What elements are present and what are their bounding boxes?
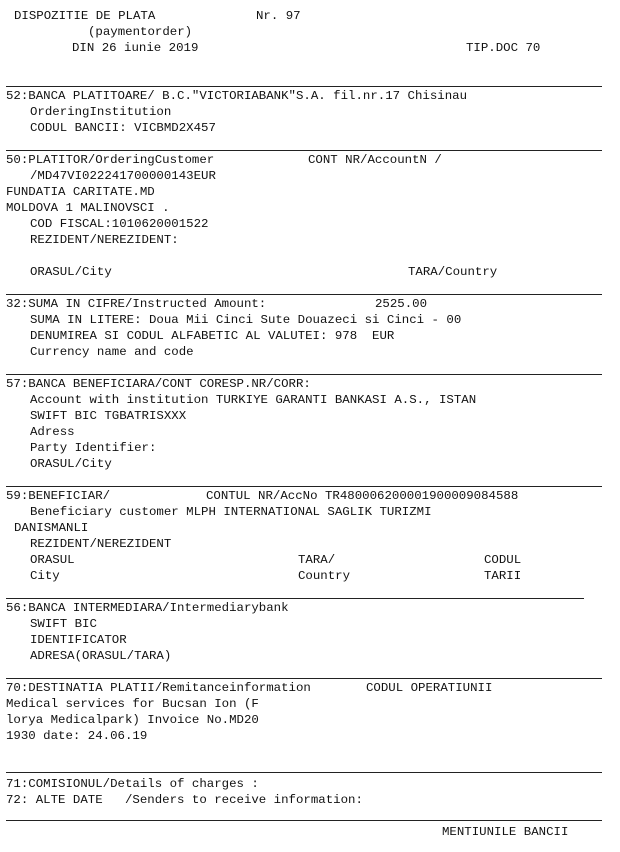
charges-details: 71:COMISIONUL/Details of charges : bbox=[6, 777, 259, 791]
divider bbox=[6, 598, 584, 599]
city-label: ORASUL/City bbox=[30, 265, 112, 279]
ordering-bank-title: 52:BANCA PLATITOARE/ B.C."VICTORIABANK"S.A. fil.nr.17 Chisinau bbox=[6, 89, 468, 103]
beneficiary-city-label-en: City bbox=[30, 569, 60, 583]
divider bbox=[6, 772, 602, 773]
beneficiary-bank-city: ORASUL/City bbox=[30, 457, 112, 471]
amount-in-words: SUMA IN LITERE: Doua Mii Cinci Sute Douazeci si Cinci - 00 bbox=[30, 313, 462, 327]
ordering-customer-name: FUNDATIA CARITATE.MD bbox=[6, 185, 155, 199]
document-subtitle: (paymentorder) bbox=[88, 25, 193, 39]
instructed-amount-title: 32:SUMA IN CIFRE/Instructed Amount: bbox=[6, 297, 267, 311]
fiscal-code: COD FISCAL:1010620001522 bbox=[30, 217, 209, 231]
beneficiary-account: CONTUL NR/AccNo TR480006200001900009084588 bbox=[206, 489, 519, 503]
country-code-label: CODUL bbox=[484, 553, 522, 567]
bank-code: CODUL BANCII: VICBMD2X457 bbox=[30, 121, 216, 135]
ordering-account: /MD47VI022241700000143EUR bbox=[30, 169, 216, 183]
beneficiary-bank-title: 57:BANCA BENEFICIARA/CONT CORESP.NR/CORR: bbox=[6, 377, 311, 391]
ordering-customer-title: 50:PLATITOR/OrderingCustomer bbox=[6, 153, 215, 167]
intermediary-address: ADRESA(ORASUL/TARA) bbox=[30, 649, 172, 663]
ordering-institution-label: OrderingInstitution bbox=[30, 105, 172, 119]
currency-name-label: Currency name and code bbox=[30, 345, 194, 359]
resident-status: REZIDENT/NEREZIDENT: bbox=[30, 233, 179, 247]
document-type: TIP.DOC 70 bbox=[466, 41, 541, 55]
beneficiary-city-label: ORASUL bbox=[30, 553, 75, 567]
divider bbox=[6, 86, 602, 87]
beneficiary-customer: Beneficiary customer MLPH INTERNATIONAL SAGLIK TURIZMI bbox=[30, 505, 432, 519]
beneficiary-country-label-en: Country bbox=[298, 569, 351, 583]
beneficiary-bank-institution: Account with institution TURKIYE GARANTI BANKASI A.S., ISTAN bbox=[30, 393, 477, 407]
document-date: DIN 26 iunie 2019 bbox=[72, 41, 199, 55]
bank-notes-label: MENTIUNILE BANCII bbox=[442, 825, 569, 839]
document-title: DISPOZITIE DE PLATA bbox=[14, 9, 156, 23]
remittance-title: 70:DESTINATIA PLATII/Remitanceinformation bbox=[6, 681, 311, 695]
divider bbox=[6, 820, 602, 821]
intermediary-bank-title: 56:BANCA INTERMEDIARA/Intermediarybank bbox=[6, 601, 289, 615]
beneficiary-bank-address: Adress bbox=[30, 425, 75, 439]
operation-code-label: CODUL OPERATIUNII bbox=[366, 681, 493, 695]
intermediary-identifier: IDENTIFICATOR bbox=[30, 633, 127, 647]
ordering-customer-address: MOLDOVA 1 MALINOVSCI . bbox=[6, 201, 170, 215]
country-label: TARA/Country bbox=[408, 265, 498, 279]
document-number: Nr. 97 bbox=[256, 9, 301, 23]
remittance-line-1: Medical services for Bucsan Ion (F bbox=[6, 697, 259, 711]
divider bbox=[6, 150, 602, 151]
country-code-label-2: TARII bbox=[484, 569, 522, 583]
remittance-line-2: lorya Medicalpark) Invoice No.MD20 bbox=[6, 713, 259, 727]
beneficiary-title: 59:BENEFICIAR/ bbox=[6, 489, 111, 503]
currency-code: DENUMIREA SI CODUL ALFABETIC AL VALUTEI: 978 EUR bbox=[30, 329, 395, 343]
intermediary-swift: SWIFT BIC bbox=[30, 617, 97, 631]
other-data: 72: ALTE DATE /Senders to receive information: bbox=[6, 793, 363, 807]
party-identifier: Party Identifier: bbox=[30, 441, 157, 455]
beneficiary-resident: REZIDENT/NEREZIDENT bbox=[30, 537, 172, 551]
beneficiary-customer-cont: DANISMANLI bbox=[14, 521, 89, 535]
instructed-amount-value: 2525.00 bbox=[375, 297, 428, 311]
divider bbox=[6, 486, 602, 487]
divider bbox=[6, 374, 602, 375]
divider bbox=[6, 678, 602, 679]
account-number-label: CONT NR/AccountN / bbox=[308, 153, 442, 167]
beneficiary-bank-swift: SWIFT BIC TGBATRISXXX bbox=[30, 409, 187, 423]
remittance-line-3: 1930 date: 24.06.19 bbox=[6, 729, 148, 743]
beneficiary-country-label: TARA/ bbox=[298, 553, 336, 567]
divider bbox=[6, 294, 602, 295]
